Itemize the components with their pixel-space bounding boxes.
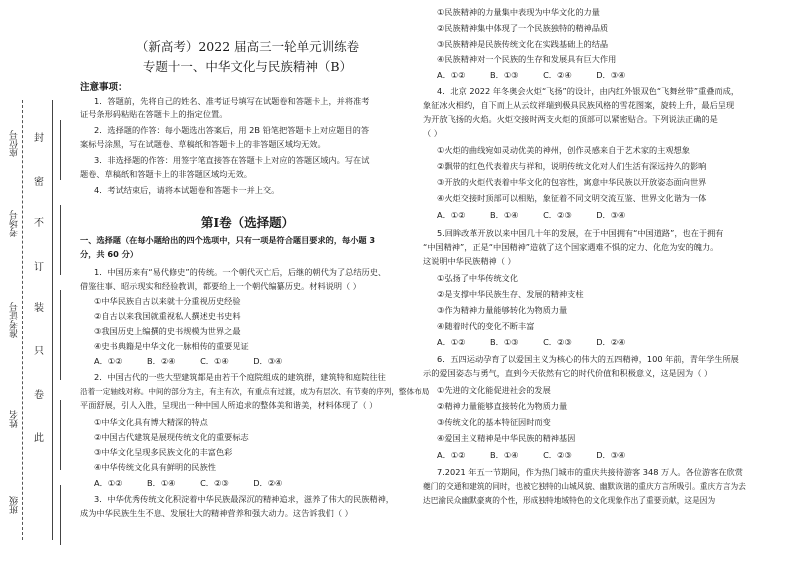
answer-choices[interactable]: A．①② B．①④ C．②③ D．③④ [437, 450, 626, 460]
question-text: 示的爱国姿态与勇气，直到今天依然有它的时代价值和积极意义，这是因为（ ） [423, 368, 713, 378]
question-text: 3．中华优秀传统文化积淀着中华民族最深沉的精神追求，滋养了伟大的民族精神， [94, 494, 394, 504]
option-statement: ④中华传统文化具有鲜明的民族性 [94, 462, 216, 472]
question-text: “中国精神”，正是“中国精神”造就了这个国家遇难不惧的定力、化危为安的魄力。 [423, 242, 719, 252]
option-statement: ①弘扬了中华传统文化 [437, 273, 519, 283]
binding-char: 订 [34, 262, 44, 273]
class-label: 班级 [10, 496, 20, 514]
notice-line: 2．选择题的作答：每小题选出答案后，用 2B 铅笔把答题卡上对应题目的答 [94, 125, 370, 135]
option-statement: ①中华文化具有博大精深的特点 [94, 417, 208, 427]
notice-line: 案标号涂黑，写在试题卷、草稿纸和答题卡上的非答题区域均无效。 [80, 139, 326, 149]
answer-choices[interactable]: A．①② B．①④ C．②③ D．③④ [437, 210, 626, 220]
binding-char: 封 [34, 133, 44, 144]
seat-number-label: 座位号 [10, 130, 20, 157]
binding-solid-line [52, 100, 53, 540]
question-text: 6．五四运动孕育了以爱国主义为核心的伟大的五四精神，100 年前，青年学生所展 [437, 354, 739, 364]
question-text: 夔门的交通和建筑的同时，也被它独特的山城风貌、幽默诙谐的重庆方言所吸引。重庆方言为去 [423, 482, 746, 491]
option-statement: ④史书典籍是中华文化一脉相传的重要见证 [94, 341, 249, 351]
option-statement: ①中华民族自古以来就十分重视历史经验 [94, 296, 241, 306]
option-statement: ③传统文化的基本特征因时而变 [437, 417, 551, 427]
admission-number-label: 准考证号 [10, 302, 20, 338]
question-text: 借鉴往事、昭示现实和经验教训，都要给上一个朝代编纂历史。材料说明（ ） [80, 281, 361, 291]
question-text: 这说明中华民族精神（ ） [423, 256, 516, 266]
notice-line: 3．非选择题的作答：用签字笔直接答在答题卡上对应的答题区域内。写在试 [94, 155, 370, 165]
answer-choices[interactable]: A．①② B．①③ C．②③ D．②④ [437, 337, 626, 347]
notice-line: 4．考试结束后，请将本试题卷和答题卡一并上交。 [94, 185, 280, 195]
option-statement: ③开放的火炬代表着中华文化的包容性，寓意中华民族以开放姿态面向世界 [437, 177, 707, 187]
option-statement: ④爱国主义精神是中华民族的精神基因 [437, 433, 576, 443]
option-statement: ④民族精神对一个民族的生存和发展具有巨大作用 [437, 54, 617, 64]
answer-choices[interactable]: A．①② B．①③ C．②④ D．③④ [437, 70, 626, 80]
option-statement: ④随着时代的变化不断丰富 [437, 321, 535, 331]
exam-subtitle: 专题十一、中华文化与民族精神（B） [142, 59, 353, 74]
binding-char: 此 [34, 433, 44, 444]
question-text: 象征冰火相约，自下而上从云纹祥瑞到极具民族风格的雪花图案，旋转上升，最后呈现 [423, 100, 735, 110]
notice-heading: 注意事项： [80, 82, 128, 93]
binding-char: 只 [34, 346, 44, 357]
option-statement: ②自古以来我国就重视私人撰述史书史料 [94, 311, 241, 321]
question-text: 达巴渝民众幽默豪爽的个性，形成独特地域特色的文化现象作出了重要贡献，这是因为 [423, 496, 716, 505]
option-statement: ③作为精神力量能够转化为物质力量 [437, 305, 568, 315]
class-blank[interactable] [60, 485, 62, 545]
seat-number-blank[interactable] [60, 120, 62, 180]
question-text: 成为中华民族生生不息、发展壮大的精神营养和强大动力。这告诉我们（ ） [80, 508, 353, 518]
option-statement: ①先进的文化能促进社会的发展 [437, 385, 551, 395]
answer-choices[interactable]: A．①② B．②④ C．①④ D．③④ [94, 356, 283, 366]
notice-line: 1．答题前，先将自己的姓名、准考证号填写在试题卷和答题卡上，并将准考 [94, 96, 370, 106]
notice-line: 题卷、草稿纸和答题卡上的非答题区域均无效。 [80, 169, 252, 179]
admission-number-blank[interactable] [60, 290, 62, 380]
option-statement: ①民族精神的力量集中表现为中华文化的力量 [437, 7, 600, 17]
section-instruction: 一、选择题（在每小题给出的四个选项中，只有一项是符合题目要求的，每小题 3 [80, 235, 376, 245]
exam-title: （新高考）2022 届高三一轮单元训练卷 [135, 39, 360, 54]
section-instruction: 分，共 60 分） [80, 249, 139, 259]
question-text: 平面舒展，引人入胜，呈现出一种中国人所追求的整体美和谐美，材料体现了（ ） [80, 400, 378, 410]
binding-char: 不 [34, 218, 44, 229]
option-statement: ①火炬的曲线宛如灵动优美的神州，创作灵感来自于艺术家的主观想象 [437, 145, 690, 155]
exam-room-label: 考场号 [10, 210, 20, 237]
exam-room-blank[interactable] [60, 205, 62, 275]
question-text: 4．北京 2022 年冬奥会火炬“飞扬”的设计，由内红外银双色“飞舞丝带”重叠而成， [437, 86, 740, 96]
binding-char: 密 [34, 177, 44, 188]
option-statement: ②中国古代建筑是展现传统文化的重要标志 [94, 432, 249, 442]
question-text: 5.回眸改革开放以来中国几十年的发展，在于中国拥有“中国道路”，也在于拥有 [437, 228, 724, 238]
name-blank[interactable] [60, 400, 62, 470]
binding-char: 卷 [34, 390, 44, 401]
question-text: （ ） [423, 128, 442, 138]
option-statement: ②精神力量能够直接转化为物质力量 [437, 401, 568, 411]
option-statement: ②是支撑中华民族生存、发展的精神支柱 [437, 289, 584, 299]
question-text: 7.2021 年五一节期间，作为热门城市的重庆共接待游客 348 万人。各位游客在欣赏 [437, 467, 743, 477]
option-statement: ④火炬交接时顶部可以相贴，象征着不同文明交流互鉴、世界文化谐为一体 [437, 193, 707, 203]
option-statement: ③民族精神是民族传统文化在实践基础上的结晶 [437, 39, 609, 49]
option-statement: ③我国历史上编撰的史书规模为世界之最 [94, 326, 241, 336]
question-text: 为开放飞扬的火焰。火炬交接时两支火炬的顶部可以紧密贴合。下列说法正确的是 [423, 114, 718, 124]
name-label: 姓名 [10, 410, 20, 428]
answer-choices[interactable]: A．①② B．①④ C．②③ D．②④ [94, 478, 283, 488]
option-statement: ②民族精神集中体现了一个民族独特的精神品质 [437, 23, 609, 33]
question-text: 1．中国历来有“易代修史”的传统。一个朝代灭亡后，后继的朝代为了总结历史、 [94, 267, 387, 277]
binding-dashed-line [22, 100, 23, 540]
option-statement: ③中华文化呈现多民族文化的丰富色彩 [94, 447, 233, 457]
binding-char: 装 [34, 303, 44, 314]
question-text: 沿着一定轴线对称。中间的部分为主，有主有次，有重点有过渡，成为有层次、有节奏的序列，整体布局 [80, 387, 430, 396]
question-text: 2．中国古代的一些大型建筑都是由若干个庭院组成的建筑群，建筑特和庭院往往 [94, 372, 386, 382]
notice-line: 证号条形码粘贴在答题卡上的指定位置。 [80, 109, 228, 119]
binding-strip [0, 0, 78, 562]
option-statement: ②飘带的红色代表着庆与祥和，说明传统文化对人们生活有深远持久的影响 [437, 161, 707, 171]
section-title: 第Ⅰ卷（选择题） [200, 215, 295, 230]
